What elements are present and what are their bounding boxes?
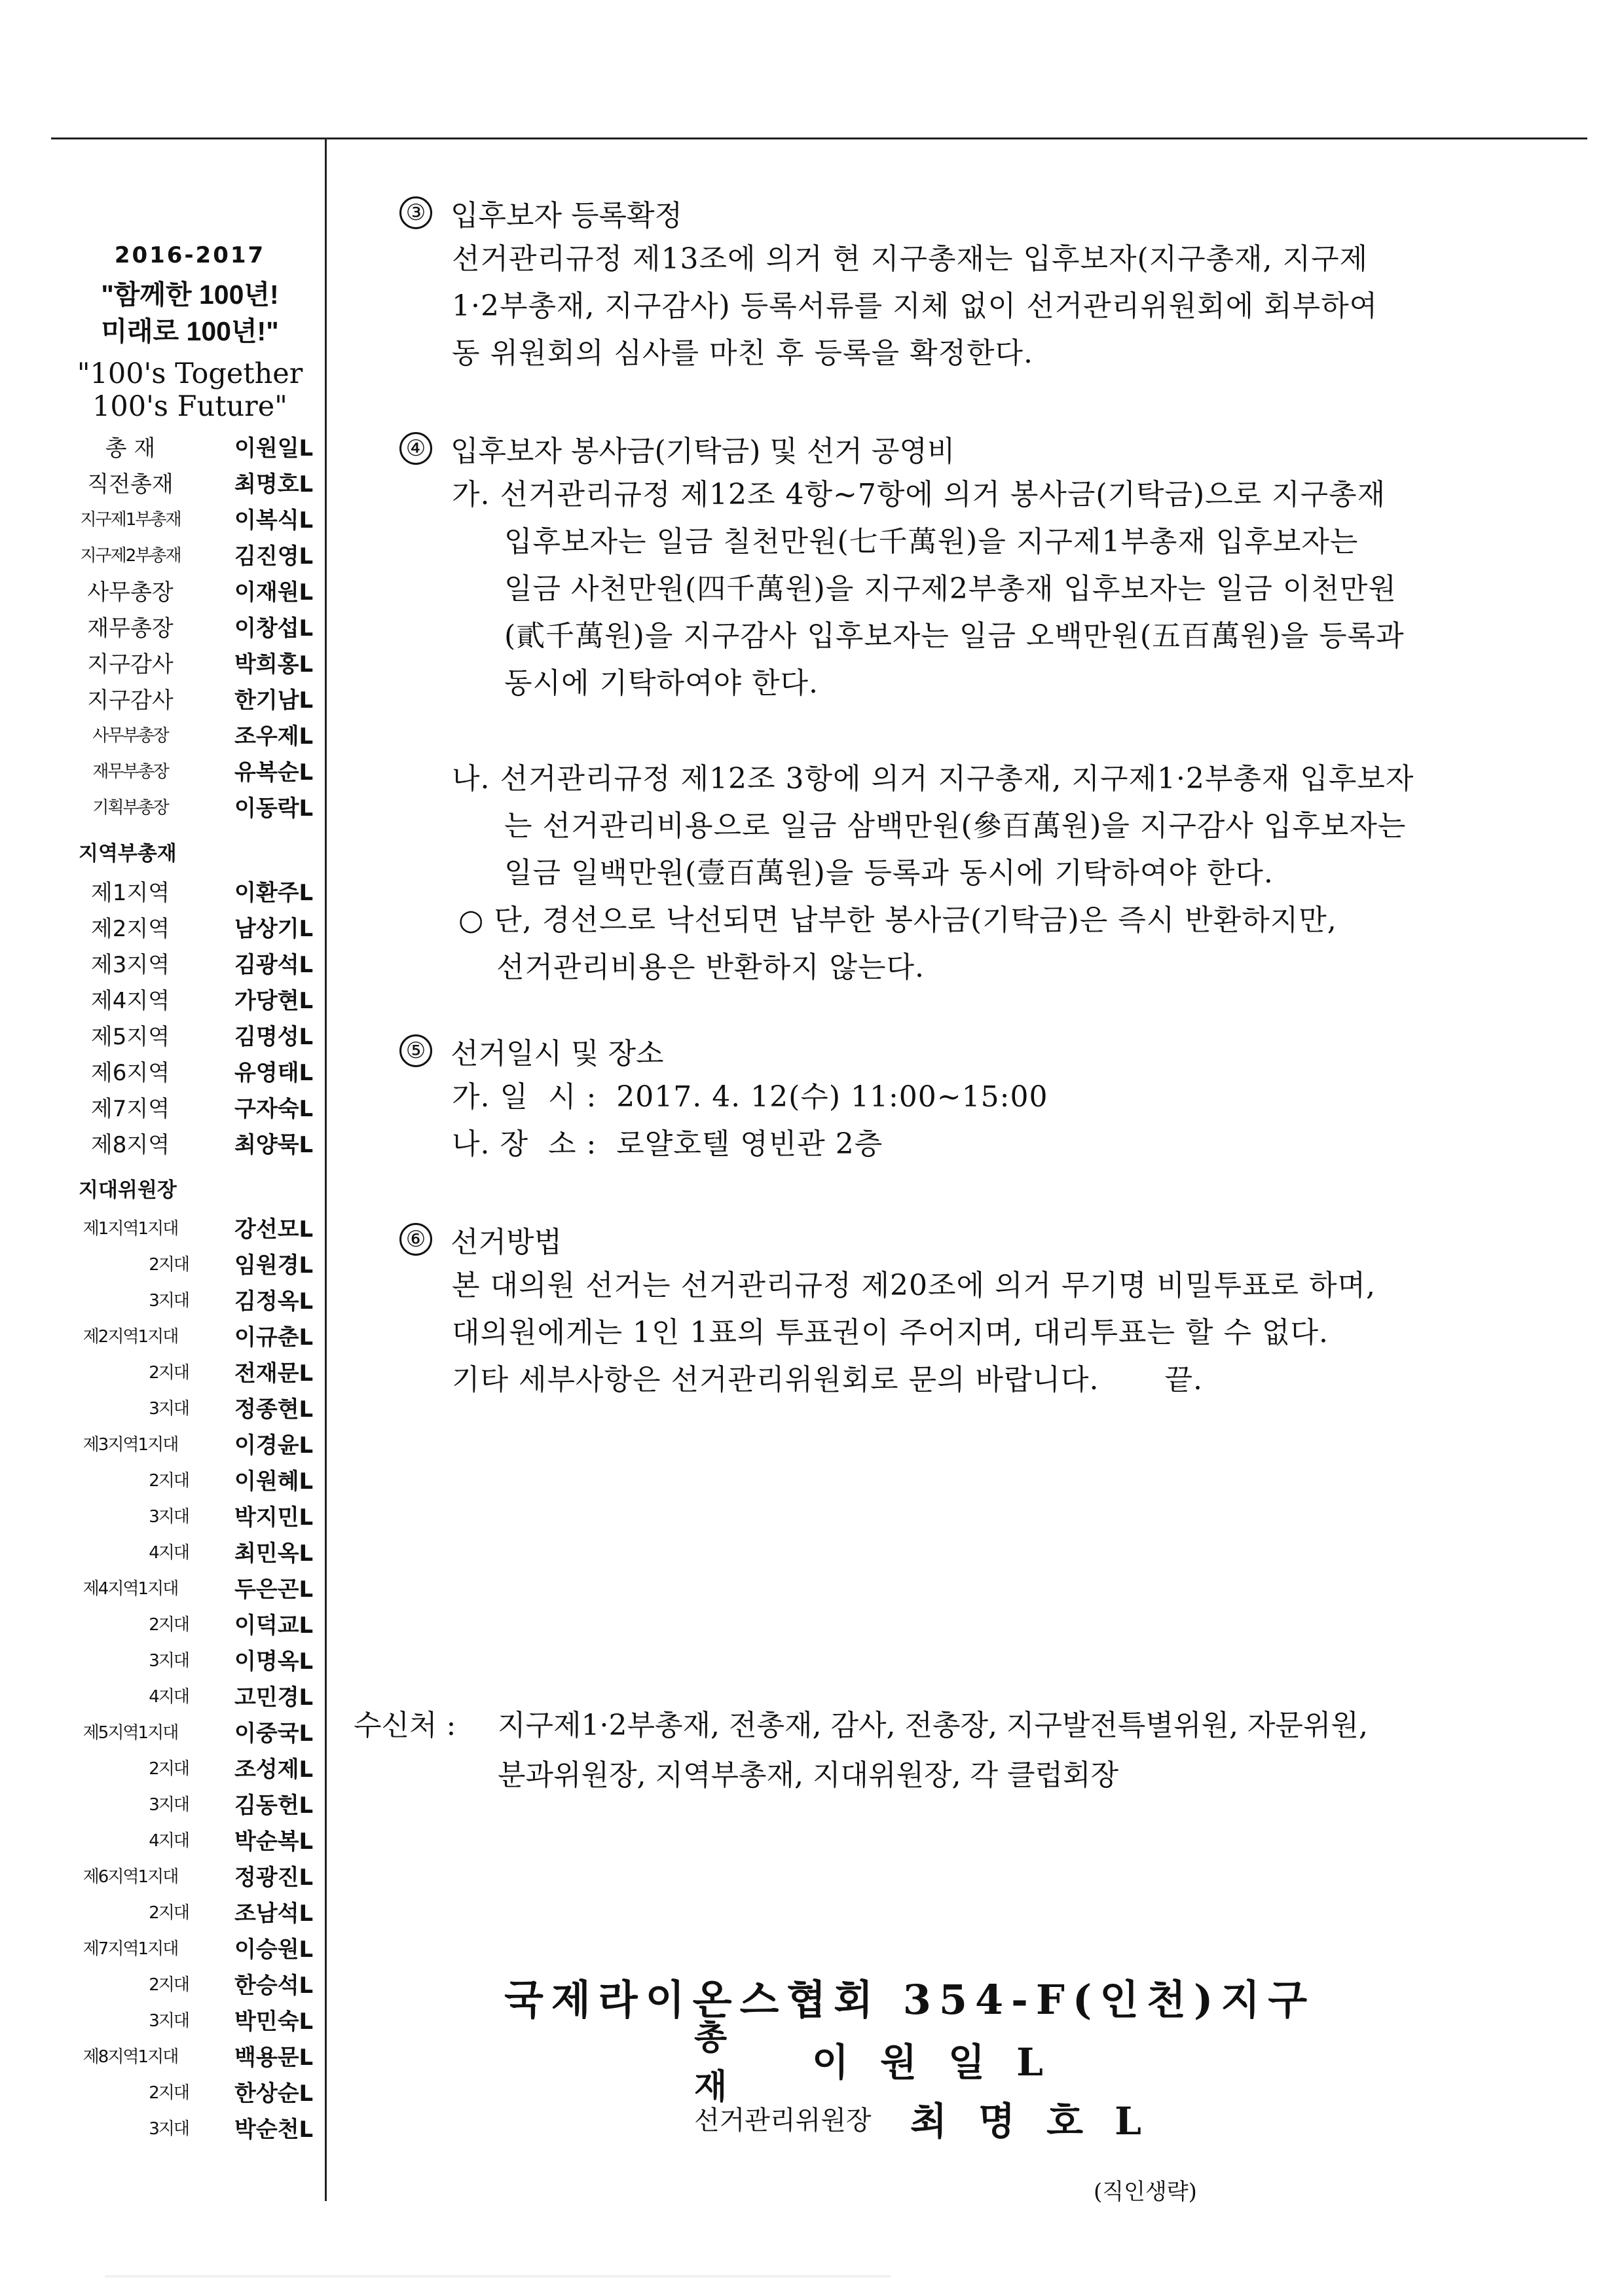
officer-role: 직전총재 [87, 471, 174, 498]
zone-role: 3지대 [149, 1399, 189, 1419]
officer-name: 조우제L [234, 723, 314, 750]
zone-role: 3지대 [149, 1651, 189, 1671]
election-place-line: 나. 장 소 : 로얄호텔 영빈관 2층 [452, 1127, 883, 1161]
section-6-line: 대의원에게는 1인 1표의 투표권이 주어지며, 대리투표는 할 수 없다. [452, 1316, 1329, 1349]
officer-role: 총 재 [105, 435, 156, 462]
section-6-heading: 선거방법 [451, 1226, 563, 1259]
signer-role-governor: 총재 [694, 2018, 826, 2107]
item-na-line: 는 선거관리비용으로 일금 삼백만원(參百萬원)을 지구감사 입후보자는 [504, 809, 1407, 843]
zone-name: 조남석L [234, 1901, 314, 1927]
refund-note-line: 선거관리비용은 반환하지 않는다. [496, 951, 925, 984]
item-ga-line: 가. 선거관리규정 제12조 4항~7항에 의거 봉사금(기탁금)으로 지구총재 [452, 478, 1386, 511]
zone-role: 3지대 [149, 2011, 189, 2031]
section-3-line: 선거관리규정 제13조에 의거 현 지구총재는 입후보자(지구총재, 지구제 [452, 242, 1369, 276]
regional-header: 지역부총재 [79, 842, 177, 866]
end-mark: 끝. [1164, 1363, 1204, 1396]
section-3-line: 동 위원회의 심사를 마친 후 등록을 확정한다. [452, 337, 1033, 370]
recipients-label: 수신처 : [354, 1709, 456, 1742]
zone-row [59, 2109, 321, 2145]
regional-role: 제6지역 [90, 1060, 170, 1086]
zone-name: 이중국L [234, 1721, 314, 1747]
officer-role: 재무부총장 [92, 762, 168, 782]
zone-name: 김동헌L [234, 1793, 314, 1819]
recipients-row [354, 1701, 1368, 1751]
regional-name: 가당현L [234, 988, 314, 1014]
zone-row [59, 1533, 321, 1569]
slogan-line-2: 미래로 100년!" [101, 316, 279, 346]
issuing-organization: 국제라이온스협회 354-F(인천)지구 [504, 1976, 1316, 2024]
zone-role: 2지대 [149, 1759, 189, 1779]
item-ga-line: 입후보자는 일금 칠천만원(七千萬원)을 지구제1부총재 입후보자는 [504, 525, 1359, 558]
slogan-en-line-2: 100's Future" [92, 390, 287, 423]
zone-role: 2지대 [149, 1255, 189, 1275]
zone-row [59, 1497, 321, 1533]
zone-row [59, 1605, 321, 1641]
officer-role: 지구제1부총재 [80, 510, 181, 530]
zone-name: 두은곤L [234, 1576, 314, 1603]
zone-role: 3지대 [149, 1795, 189, 1815]
officer-row [59, 572, 321, 608]
officer-name: 이동락L [234, 795, 314, 822]
officer-role: 사무부총장 [92, 726, 168, 746]
zone-list [59, 1209, 321, 2145]
top-rule [51, 137, 1587, 139]
regional-row [59, 873, 321, 909]
zone-name: 이명옥L [234, 1649, 314, 1675]
regional-role: 제3지역 [90, 952, 170, 978]
regional-name: 구자숙L [234, 1096, 314, 1122]
circled-5-icon: ⑤ [399, 1034, 432, 1067]
regional-name: 최양묵L [234, 1132, 314, 1158]
regional-row [59, 1089, 321, 1125]
officer-row [59, 680, 321, 716]
zone-row [59, 1209, 321, 1245]
zone-row [59, 1785, 321, 1821]
sidebar-slogan [59, 276, 321, 350]
section-4-title [399, 426, 1578, 471]
item-na-line: 일금 일백만원(壹百萬원)을 등록과 동시에 기탁하여야 한다. [504, 856, 1274, 890]
officer-name: 최명호L [234, 471, 314, 498]
item-na-line: 나. 선거관리규정 제12조 3항에 의거 지구총재, 지구제1·2부총재 입후보자 [452, 762, 1414, 795]
officer-name: 김진영L [234, 543, 314, 570]
circled-3-icon: ③ [399, 196, 432, 229]
zone-role: 제7지역1지대 [83, 1939, 178, 1959]
regional-role: 제1지역 [90, 880, 170, 906]
officer-name: 이창섭L [234, 615, 314, 642]
zone-role: 제1지역1지대 [83, 1219, 178, 1239]
zone-role: 제6지역1지대 [83, 1867, 178, 1887]
signer-name-election-chair: 최명호L [910, 2099, 1173, 2143]
zone-row [59, 1245, 321, 1281]
zone-role: 4지대 [149, 1831, 189, 1851]
officer-row [59, 608, 321, 644]
officer-role: 지구감사 [87, 687, 174, 714]
zone-row [59, 1929, 321, 1965]
officer-row [59, 644, 321, 680]
zone-role: 4지대 [149, 1687, 189, 1707]
zone-name: 이규춘L [234, 1324, 314, 1351]
section-5-title [399, 1028, 1578, 1074]
zone-role: 2지대 [149, 1471, 189, 1491]
regional-list [59, 873, 321, 1161]
section-3-line: 1·2부총재, 지구감사) 등록서류를 지체 없이 선거관리위원회에 회부하여 [452, 289, 1378, 323]
officer-list [59, 428, 321, 824]
zone-name: 한상순L [234, 2081, 314, 2107]
zone-role: 3지대 [149, 1291, 189, 1311]
zone-row [59, 1569, 321, 1605]
zone-name: 전재문L [234, 1360, 314, 1387]
zone-name: 정종현L [234, 1396, 314, 1423]
zone-name: 백용문L [234, 2045, 314, 2071]
regional-role: 제2지역 [90, 916, 170, 942]
zone-role: 제4지역1지대 [83, 1579, 178, 1599]
zone-name: 강선모L [234, 1216, 314, 1243]
slogan-line-1: "함께한 100년! [101, 280, 279, 310]
zone-name: 이승원L [234, 1937, 314, 1963]
officer-row [59, 500, 321, 536]
sidebar [59, 242, 321, 2145]
sidebar-year: 2016-2017 [114, 242, 266, 268]
zone-role: 2지대 [149, 1363, 189, 1383]
item-ga-line: 일금 사천만원(四千萬원)을 지구제2부총재 입후보자는 일금 이천만원 [504, 572, 1397, 606]
zone-name: 정광진L [234, 1865, 314, 1891]
officer-name: 이복식L [234, 507, 314, 534]
regional-row [59, 981, 321, 1017]
officer-row [59, 428, 321, 464]
regional-name: 이환주L [234, 880, 314, 906]
sidebar-slogan-en [59, 357, 321, 423]
zone-row [59, 1389, 321, 1425]
officer-row [59, 788, 321, 824]
section-3-heading: 입후보자 등록확정 [451, 199, 683, 232]
officer-name: 이원일L [234, 435, 314, 462]
zone-name: 이덕교L [234, 1613, 314, 1639]
officer-row [59, 752, 321, 788]
regional-name: 김광석L [234, 952, 314, 978]
zone-role: 2지대 [149, 1975, 189, 1995]
seal-omitted-note: (직인생략) [1094, 2179, 1197, 2205]
officer-role: 지구감사 [87, 651, 174, 678]
officer-role: 재무총장 [87, 615, 174, 642]
regional-row [59, 945, 321, 981]
zone-name: 이경윤L [234, 1432, 314, 1459]
zone-role: 2지대 [149, 2083, 189, 2103]
regional-name: 유영태L [234, 1060, 314, 1086]
section-6-last-text: 기타 세부사항은 선거관리위원회로 문의 바랍니다. [452, 1363, 1099, 1396]
recipients-line-2: 분과위원장, 지역부총재, 지대위원장, 각 클럽회장 [498, 1758, 1118, 1792]
zone-role: 4지대 [149, 1543, 189, 1563]
zone-name: 한승석L [234, 1973, 314, 1999]
signer-role-election-chair: 선거관리위원장 [694, 2105, 872, 2136]
zone-role: 제2지역1지대 [83, 1327, 178, 1347]
signature-block [504, 1971, 1421, 2147]
zone-role: 2지대 [149, 1615, 189, 1635]
zone-role: 제3지역1지대 [83, 1435, 178, 1455]
regional-row [59, 909, 321, 945]
officer-row [59, 716, 321, 752]
zone-name: 박민숙L [234, 2009, 314, 2035]
circled-6-icon: ⑥ [399, 1223, 432, 1256]
zone-row [59, 1893, 321, 1929]
regional-row [59, 1017, 321, 1053]
zone-name: 임원경L [234, 1252, 314, 1279]
regional-role: 제7지역 [90, 1096, 170, 1122]
zone-row [59, 1281, 321, 1317]
zone-name: 조성제L [234, 1757, 314, 1783]
column-divider [325, 139, 327, 2201]
officer-name: 박희홍L [234, 651, 314, 678]
section-4-heading: 입후보자 봉사금(기탁금) 및 선거 공영비 [451, 435, 955, 468]
recipients-line-1: 지구제1·2부총재, 전총재, 감사, 전총장, 지구발전특별위원, 자문위원, [498, 1709, 1368, 1742]
item-ga-line: 동시에 기탁하여야 한다. [504, 666, 819, 700]
officer-name: 유복순L [234, 759, 314, 786]
regional-row [59, 1053, 321, 1089]
officer-role: 지구제2부총재 [80, 546, 181, 566]
zone-role: 2지대 [149, 1903, 189, 1923]
zone-name: 박순천L [234, 2117, 314, 2143]
regional-name: 남상기L [234, 916, 314, 942]
officer-row [59, 536, 321, 572]
regional-row [59, 1125, 321, 1161]
section-6-line: 본 대의원 선거는 선거관리규정 제20조에 의거 무기명 비밀투표로 하며, [452, 1269, 1376, 1302]
officer-name: 이재원L [234, 579, 314, 606]
zone-row [59, 1641, 321, 1677]
zone-row [59, 1749, 321, 1785]
refund-note-line: ○ 단, 경선으로 낙선되면 납부한 봉사금(기탁금)은 즉시 반환하지만, [458, 903, 1337, 937]
zone-row [59, 1857, 321, 1893]
election-date-line: 가. 일 시 : 2017. 4. 12(수) 11:00~15:00 [452, 1080, 1048, 1114]
zone-row [59, 1317, 321, 1353]
zone-row [59, 2073, 321, 2109]
item-ga-line: (貳千萬원)을 지구감사 입후보자는 일금 오백만원(五百萬원)을 등록과 [504, 619, 1405, 653]
section-6-title [399, 1216, 1578, 1262]
zone-row [59, 2001, 321, 2037]
slogan-en-line-1: "100's Together [77, 357, 303, 390]
regional-role: 제5지역 [90, 1024, 170, 1050]
zone-role: 제5지역1지대 [83, 1723, 178, 1743]
zone-role: 제8지역1지대 [83, 2047, 178, 2067]
regional-role: 제8지역 [90, 1132, 170, 1158]
officer-role: 사무총장 [87, 579, 174, 606]
section-6-line [399, 1357, 1578, 1404]
zone-role: 3지대 [149, 1507, 189, 1527]
zone-header: 지대위원장 [79, 1178, 177, 1202]
zone-name: 박순복L [234, 1829, 314, 1855]
zone-name: 박지민L [234, 1504, 314, 1531]
recipients [354, 1701, 1368, 1800]
zone-row [59, 1425, 321, 1461]
zone-name: 최민옥L [234, 1540, 314, 1567]
zone-name: 고민경L [234, 1685, 314, 1711]
zone-role: 3지대 [149, 2119, 189, 2139]
circled-4-icon: ④ [399, 432, 432, 465]
zone-row [59, 1677, 321, 1713]
officer-name: 한기남L [234, 687, 314, 714]
regional-name: 김명성L [234, 1024, 314, 1050]
zone-row [59, 1713, 321, 1749]
section-5-heading: 선거일시 및 장소 [451, 1037, 664, 1070]
scan-edge [105, 2275, 891, 2278]
section-3-title [399, 190, 1578, 236]
regional-role: 제4지역 [90, 988, 170, 1014]
zone-name: 김정옥L [234, 1288, 314, 1315]
zone-name: 이원혜L [234, 1468, 314, 1495]
main-content [399, 190, 1578, 1404]
zone-row [59, 1821, 321, 1857]
officer-role: 기획부총장 [92, 798, 168, 818]
zone-row [59, 1353, 321, 1389]
officer-row [59, 464, 321, 500]
zone-row [59, 1461, 321, 1497]
signature-row [504, 2018, 1421, 2107]
zone-row [59, 1965, 321, 2001]
zone-row [59, 2037, 321, 2073]
signer-name-governor: 이원일L [812, 2040, 1075, 2085]
recipients-row [354, 1751, 1368, 1800]
